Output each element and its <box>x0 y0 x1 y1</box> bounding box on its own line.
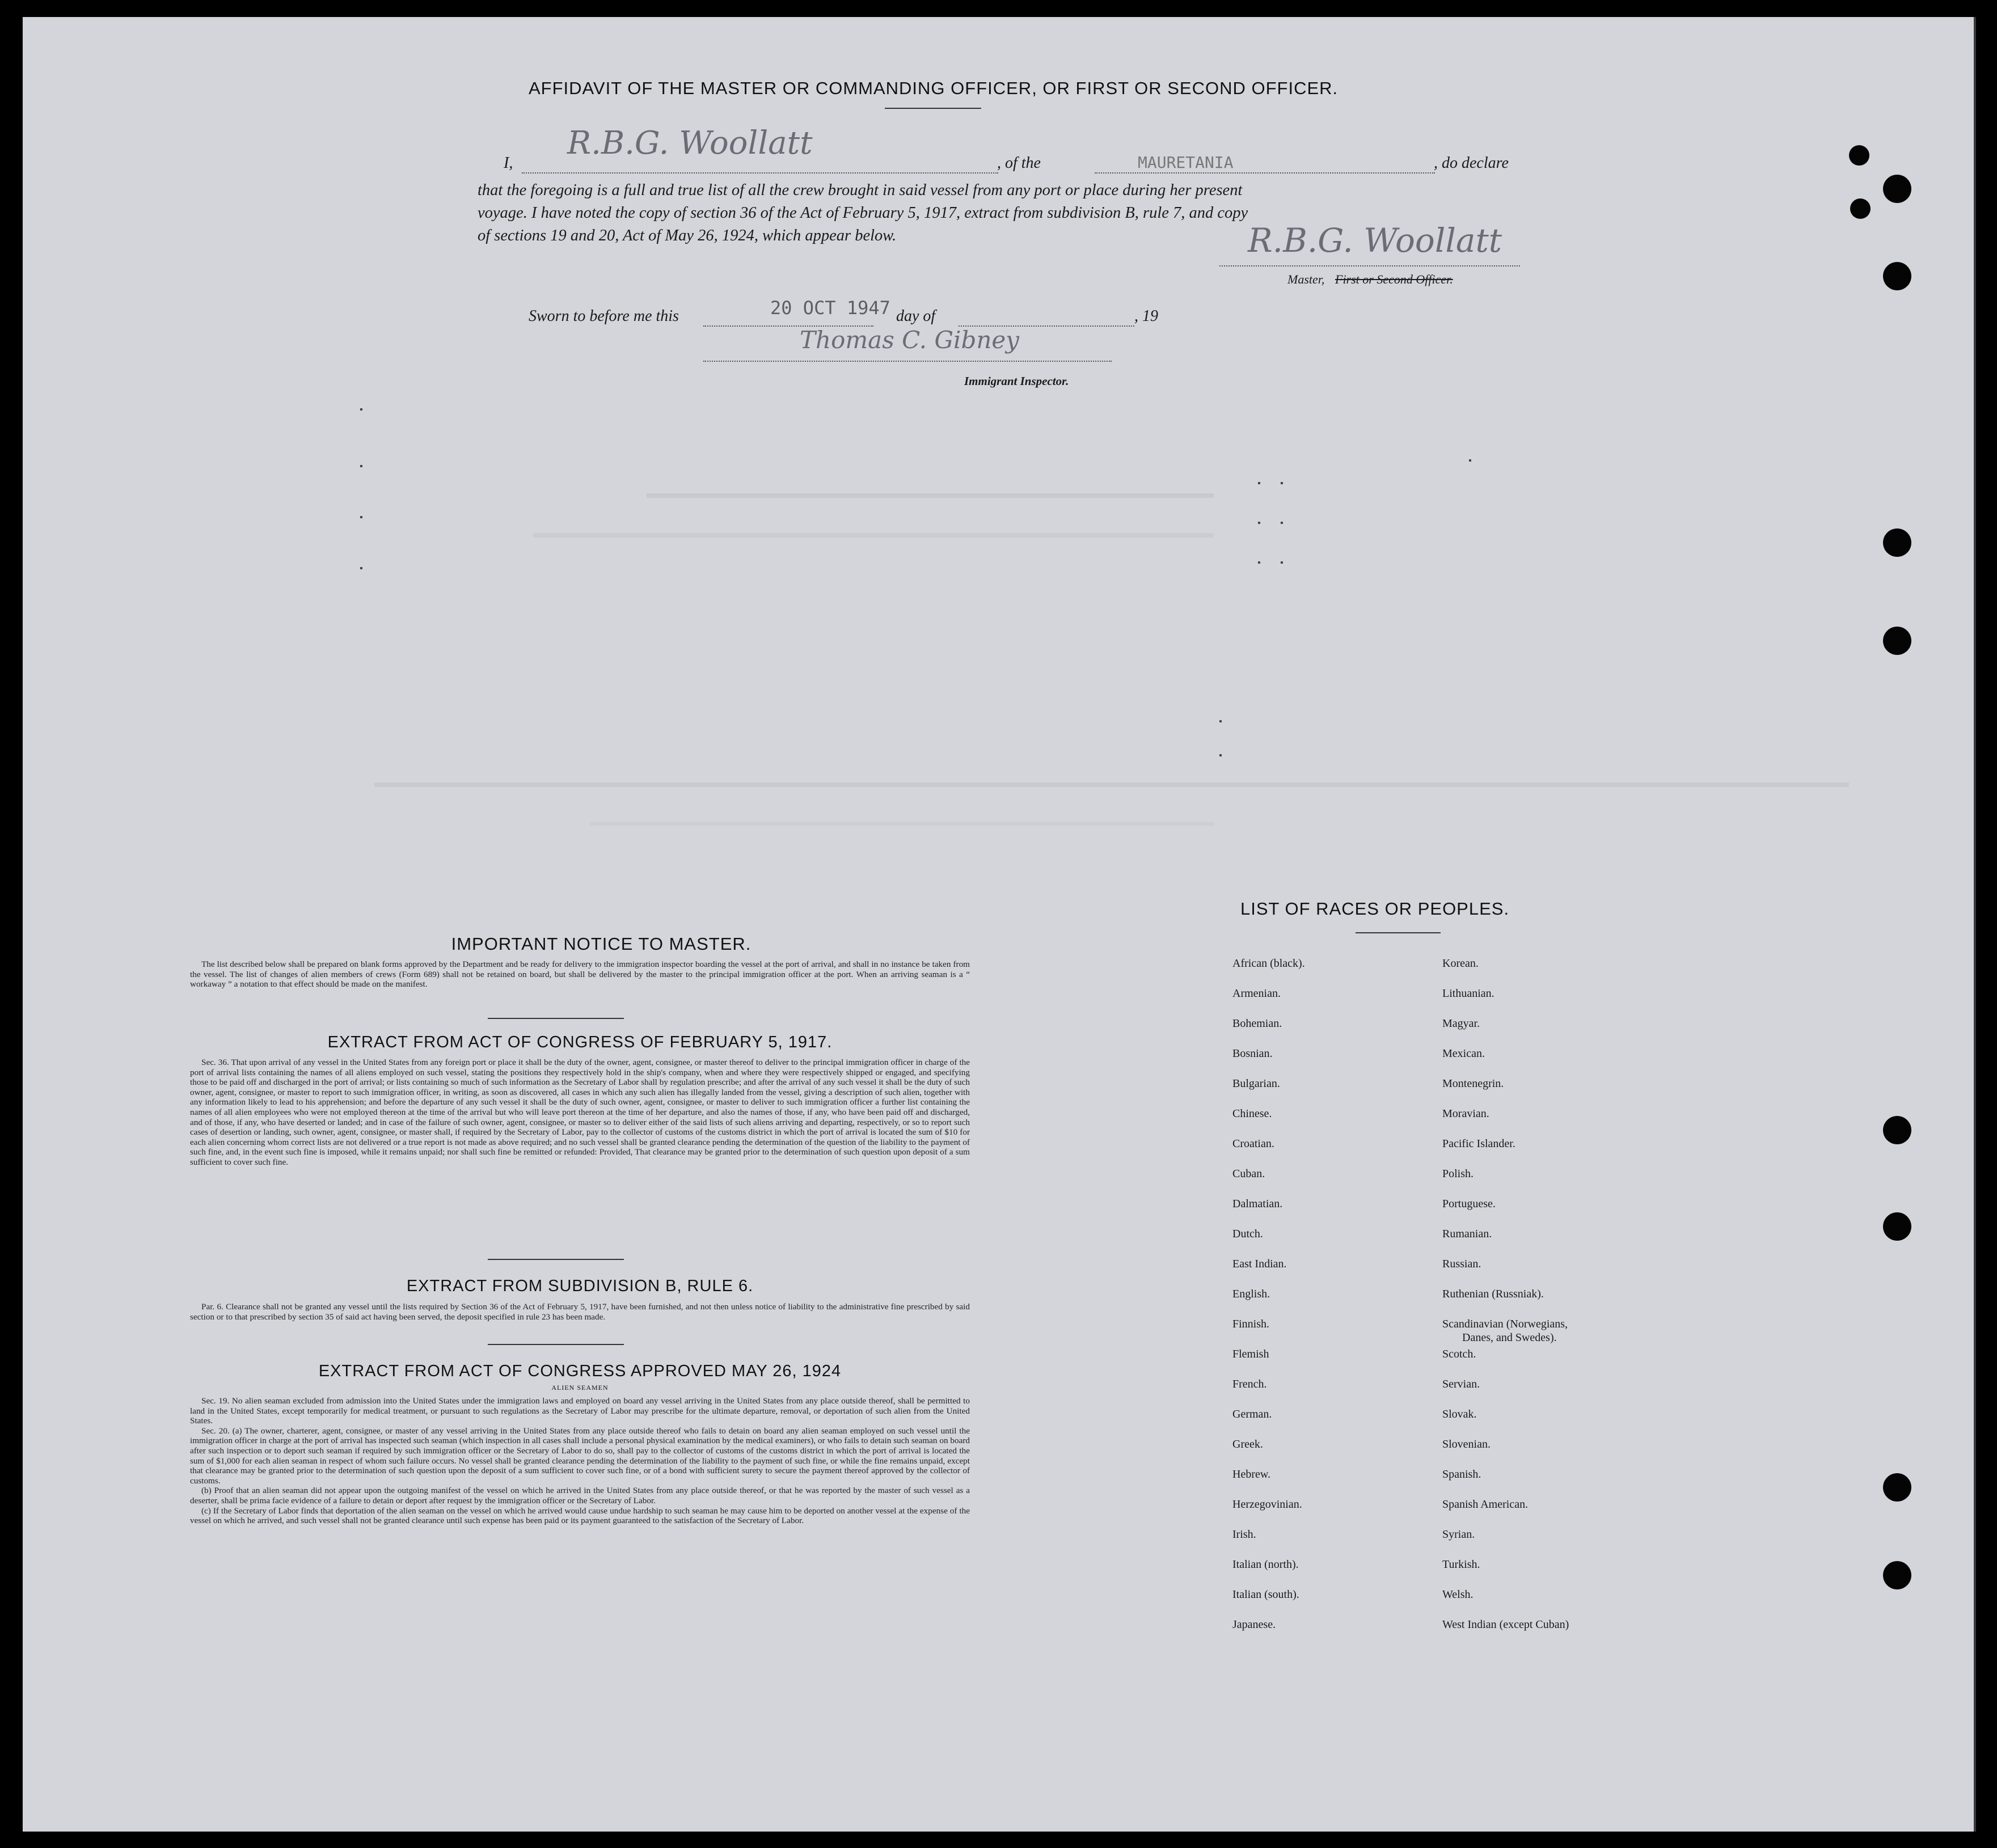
punch-hole <box>1849 145 1869 166</box>
race-left: Bohemian. <box>1232 1017 1282 1030</box>
extract-1924-subtitle: ALIEN SEAMEN <box>551 1384 609 1392</box>
sec20b-text: (b) Proof that an alien seaman did not appear upon the outgoing manifest of the vessel on which he arrived in the United States from any place outside thereof, or that he was reported by the master of such vessel as a deserter, shall be prima facie evidence of a failure to detain or deport after request by the immigration officer or the Secretary of Labor. <box>190 1486 970 1506</box>
race-right: Mexican. <box>1442 1047 1485 1060</box>
sworn-date-stamp: 20 OCT 1947 <box>770 297 890 319</box>
race-right: Pacific Islander. <box>1442 1137 1515 1150</box>
speck <box>1258 522 1260 524</box>
officer-struck-label: First or Second Officer. <box>1335 272 1453 286</box>
race-left: Italian (north). <box>1232 1558 1299 1571</box>
extract-1924-body <box>190 1396 970 1526</box>
race-right: Moravian. <box>1442 1107 1489 1120</box>
race-left: African (black). <box>1232 957 1305 970</box>
race-right: Polish. <box>1442 1168 1474 1180</box>
speck <box>1258 561 1260 564</box>
race-right: Slovak. <box>1442 1408 1477 1420</box>
notice-title: IMPORTANT NOTICE TO MASTER. <box>451 934 751 954</box>
bleed-through-1 <box>647 493 1214 498</box>
race-right: Korean. <box>1442 957 1479 970</box>
race-left: Bosnian. <box>1232 1047 1273 1060</box>
speck <box>1219 754 1222 756</box>
notice-divider <box>488 1018 624 1019</box>
sec20c-text: (c) If the Secretary of Labor finds that deportation of the alien seaman on the vessel on which he arrived would cause undue hardship to such seaman he may cause him to be deported on another vessel at the expense of the vessel on which he arrived, and such vessel shall not be granted clearance until such expense has been paid or its payment guaranteed to the satisfaction of the Secretary of Labor. <box>190 1506 970 1526</box>
race-left: English. <box>1232 1288 1270 1300</box>
speck <box>1219 720 1222 722</box>
race-right: Syrian. <box>1442 1528 1475 1541</box>
race-left: Armenian. <box>1232 987 1281 1000</box>
race-left: Flemish <box>1232 1348 1269 1360</box>
extract-rule6-title: EXTRACT FROM SUBDIVISION B, RULE 6. <box>406 1277 754 1295</box>
race-left: Chinese. <box>1232 1107 1272 1120</box>
declaration-line-3: voyage. I have noted the copy of section 36 of the Act of February 5, 1917, extract from subdivision B, rule 7, and copy <box>478 204 1248 222</box>
document-page <box>23 17 1976 1832</box>
race-right: Welsh. <box>1442 1588 1474 1601</box>
name-dotline <box>522 172 998 174</box>
race-left: Finnish. <box>1232 1318 1270 1330</box>
vessel-dotline <box>1095 172 1435 174</box>
race-left: Japanese. <box>1232 1618 1276 1631</box>
speck <box>1469 459 1471 462</box>
year-label: , 19 <box>1134 307 1158 325</box>
extract-1924-title: EXTRACT FROM ACT OF CONGRESS APPROVED MAY 26, 1924 <box>318 1362 842 1380</box>
race-left: German. <box>1232 1408 1272 1420</box>
punch-hole <box>1883 528 1911 557</box>
i-label: I, <box>504 154 513 172</box>
race-right: Montenegrin. <box>1442 1077 1504 1090</box>
race-right: Spanish American. <box>1442 1498 1529 1511</box>
race-left: East Indian. <box>1232 1258 1287 1270</box>
do-declare-label: , do declare <box>1434 154 1509 172</box>
speck <box>1281 522 1283 524</box>
declaration-line-4: of sections 19 and 20, Act of May 26, 1924, which appear below. <box>478 227 897 244</box>
punch-hole <box>1883 262 1911 290</box>
master-label: Master, <box>1287 272 1325 286</box>
of-the-label: , of the <box>997 154 1041 172</box>
race-left: Dutch. <box>1232 1228 1263 1240</box>
master-name-signature: R.B.G. Woollatt <box>567 125 813 162</box>
race-right: Scotch. <box>1442 1348 1476 1360</box>
day-of-label: day of <box>896 307 936 325</box>
title-underline <box>885 108 981 109</box>
punch-hole <box>1883 627 1911 655</box>
race-right: Scandinavian (Norwegians, <box>1442 1318 1568 1330</box>
race-right-continued: Danes, and Swedes). <box>1462 1331 1557 1344</box>
sworn-label: Sworn to before me this <box>529 307 679 325</box>
speck <box>360 516 362 518</box>
inspector-signature: Thomas C. Gibney <box>800 326 1019 354</box>
race-right: Rumanian. <box>1442 1228 1492 1240</box>
punch-hole <box>1883 1473 1911 1502</box>
race-right: Slovenian. <box>1442 1438 1491 1451</box>
race-left: Hebrew. <box>1232 1468 1271 1481</box>
inspector-dotline <box>703 361 1112 362</box>
speck <box>1258 482 1260 484</box>
race-left: Irish. <box>1232 1528 1256 1541</box>
punch-hole <box>1883 1116 1911 1144</box>
punch-hole <box>1883 1212 1911 1241</box>
race-left: Greek. <box>1232 1438 1263 1451</box>
extract-1917-divider <box>488 1259 624 1260</box>
race-right: Spanish. <box>1442 1468 1481 1481</box>
notice-text: The list described below shall be prepared on blank forms approved by the Department and be ready for delivery to the immigration inspector boarding the vessel at the port of arrival, and shall in no instance be taken from the vessel. The list of changes of alien members of crews (Form 689) shall not be retained on board, but shall be delivered by the master to the principal immigration officer at the port. When an arriving seaman is a “ workaway ” a notation to that effect should be made on the manifest. <box>190 959 970 989</box>
declaration-line-2: that the foregoing is a full and true list of all the crew brought in said vessel from any port or place during her present <box>478 181 1243 199</box>
race-right: Lithuanian. <box>1442 987 1494 1000</box>
race-left: Dalmatian. <box>1232 1198 1283 1210</box>
punch-hole <box>1883 1561 1911 1589</box>
extract-rule6-text: Par. 6. Clearance shall not be granted any vessel until the lists required by Section 36 of the Act of February 5, 1917, have been furnished, and not then unless notice of liability to the administrative fine prescribed by said section or to that prescribed by section 35 of said act having been served, the deposit specified in rule 23 has been made. <box>190 1302 970 1322</box>
races-title: LIST OF RACES OR PEOPLES. <box>1240 899 1510 919</box>
race-right: Turkish. <box>1442 1558 1480 1571</box>
race-left: Cuban. <box>1232 1168 1265 1180</box>
race-left: Herzegovinian. <box>1232 1498 1302 1511</box>
races-divider <box>1356 932 1441 933</box>
extract-1917-title: EXTRACT FROM ACT OF CONGRESS OF FEBRUARY 5, 1917. <box>327 1033 833 1051</box>
bleed-through-4 <box>590 822 1214 826</box>
race-left: Italian (south). <box>1232 1588 1299 1601</box>
race-right: Portuguese. <box>1442 1198 1496 1210</box>
punch-hole <box>1883 175 1911 203</box>
bleed-through-2 <box>533 533 1214 538</box>
vessel-name: MAURETANIA <box>1138 153 1234 172</box>
inspector-label: Immigrant Inspector. <box>964 374 1069 388</box>
race-right: Russian. <box>1442 1258 1481 1270</box>
signature-dotline <box>1219 265 1520 267</box>
race-right: Magyar. <box>1442 1017 1480 1030</box>
race-right: Ruthenian (Russniak). <box>1442 1288 1544 1300</box>
race-right: Servian. <box>1442 1378 1480 1390</box>
affidavit-title: AFFIDAVIT OF THE MASTER OR COMMANDING OFFICER, OR FIRST OR SECOND OFFICER. <box>529 78 1339 98</box>
race-left: Croatian. <box>1232 1137 1274 1150</box>
speck <box>1281 561 1283 564</box>
master-signature: R.B.G. Woollatt <box>1248 221 1502 260</box>
sec19-text: Sec. 19. No alien seaman excluded from admission into the United States under the immigration laws and employed on board any vessel arriving in the United States from any place outside thereof, shall be permitted to land in the United States, except temporarily for medical treatment, or pursuant to such regulations as the Secretary of Labor may prescribe for the ultimate departure, removal, or deportation of such alien from the United States. <box>190 1396 970 1426</box>
speck <box>1281 482 1283 484</box>
speck <box>360 567 362 569</box>
extract-rule6-divider <box>488 1344 624 1345</box>
speck <box>360 408 362 411</box>
bleed-through-3 <box>374 783 1849 787</box>
sec20a-text: Sec. 20. (a) The owner, charterer, agent, consignee, or master of any vessel arriving in the United States from any place outside thereof who fails to detain on board any alien seaman employed on such vessel until the immigration officer in charge at the port of arrival has inspected such seaman (which inspection in all cases shall include a personal physical examination by the medical examiners), or who fails to detain such seaman on board after such inspection or to deport such seaman if required by such immigration officer or the Secretary of Labor to do so, shall pay to the collector of customs of the customs district in which the port of arrival is located the sum of $1,000 for each alien seaman in respect of whom such failure occurs. No vessel shall be granted clearance pending the determination of the liability to the payment of such fine, or while the fine remains unpaid, except that clearance may be granted prior to the determination of such question upon the deposit of a sum sufficient to cover such fine, or of a bond with sufficient surety to secure the payment thereof approved by the collector of customs. <box>190 1426 970 1486</box>
punch-hole <box>1850 198 1871 219</box>
race-right: West Indian (except Cuban) <box>1442 1618 1569 1631</box>
race-left: French. <box>1232 1378 1267 1390</box>
race-left: Bulgarian. <box>1232 1077 1280 1090</box>
extract-1917-text: Sec. 36. That upon arrival of any vessel in the United States from any foreign port or place it shall be the duty of the owner, agent, consignee, or master thereof to deliver to the principal immigration officer in charge of the port of arrival lists containing the names of all aliens employed on such vessel, stating the positions they respectively hold in the ship's company, when and where they were respectively shipped or engaged, and specifying those to be paid off and discharged in the port of arrival; or lists containing so much of such information as the Secretary of Labor shall by regulation prescribe; and after the arrival of any such vessel it shall be the duty of such owner, agent, consignee, or master to report to such immigration officer, in writing, as soon as discovered, all cases in which any such alien has illegally landed from the vessel, giving a description of such alien, together with any information likely to lead to his apprehension; and before the departure of any such vessel it shall be the duty of such owner, agent, consignee, or master to deliver to such immigration officer a further list containing the names of all alien employees who were not employed thereon at the time of the arrival but who will leave port thereon at the time of her departure, and also the names of those, if any, who have been paid off and discharged, and of those, if any, who have deserted or landed; and in case of the failure of such owner, agent, consignee, or master so to deliver either of the said lists of such aliens arriving and departing, respectively, or so to report such cases of desertion or landing, such owner, agent, consignee, or master shall, if required by the Secretary of Labor, pay to the collector of customs of the customs district in which the port of arrival is located the sum of $10 for each alien concerning whom correct lists are not delivered or a true report is not made as above required; and no such vessel shall be granted clearance pending the determination of the question of the liability to the payment of such fine, and, in the event such fine is imposed, while it remains unpaid; nor shall such fine be remitted or refunded: Provided, That clearance may be granted prior to the determination of such question upon deposit of a sum sufficient to cover such fine. <box>190 1058 970 1167</box>
speck <box>360 465 362 467</box>
